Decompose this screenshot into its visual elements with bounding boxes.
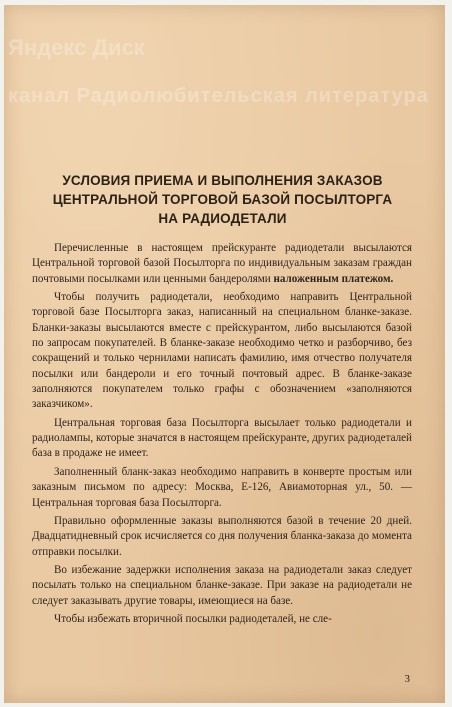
page-title <box>30 171 415 228</box>
document-body <box>32 241 412 630</box>
title-line-1: УСЛОВИЯ ПРИЕМА И ВЫПОЛНЕНИЯ ЗАКАЗОВ <box>62 173 383 188</box>
title-line-3: НА РАДИОДЕТАЛИ <box>158 211 287 226</box>
paragraph-1 <box>32 241 412 287</box>
paragraph-5: Правильно оформленные заказы выполняются базой в течение 20 дней. Двадцатидневный срок исчисляется со дня получения бланка-заказа до момента отправки посылки. <box>32 514 412 558</box>
paragraph-4: Заполненный бланк-заказ необходимо направить в конверте простым или заказным письмом по адресу: Москва, Е-126, Авиамоторная ул., 50. — Центральная торговая база Посылторга. <box>32 465 412 509</box>
watermark-line-2: канал Радиолюбительская литература <box>8 85 429 107</box>
paragraph-7: Чтобы избежать вторичной посылки радиодеталей, не сле- <box>54 612 332 625</box>
paragraph-1-bold-text: наложенным платежом. <box>273 272 394 285</box>
paragraph-6: Во избежание задержки исполнения заказа на радиодетали заказ следует посылать только на специальном бланке-заказе. При заказе на радиодетали не следует заказывать другие товары, имеющиеся на базе. <box>32 563 412 607</box>
watermark-line-1: Яндекс Диск <box>8 35 145 60</box>
paragraph-2: Чтобы получить радиодетали, необходимо направить Центральной торговой базе Посылторга заказ, написанный на специальном бланке-заказе. Бланки-заказы высылаются вместе с прейскурантом, либо высылаются базой по запросам покупателей. В бланке-заказе необходимо четко и разборчиво, без сокращений и только чернилами написать фамилию, имя отчество получателя посылки или бандероли и его точный почтовый адрес. В бланке-заказе заполняются покупателем только графы с обозначением «заполняются заказчиком». <box>32 291 412 411</box>
title-line-2: ЦЕНТРАЛЬНОЙ ТОРГОВОЙ БАЗОЙ ПОСЫЛТОРГА <box>52 192 393 207</box>
paragraph-3: Центральная торговая база Посылторга высылает только радиодетали и радиолампы, которые значатся в настоящем прейскуранте, других радиодеталей база в продаже не имеет. <box>32 416 412 460</box>
paragraph-1-text: Перечисленные в настоящем прейскуранте радиодетали высылаются Центральной торговой базой Посылторга по индивидуальным заказам граждан почтовыми посылками или ценными бандеролями <box>32 242 412 285</box>
page-number: 3 <box>404 673 410 685</box>
